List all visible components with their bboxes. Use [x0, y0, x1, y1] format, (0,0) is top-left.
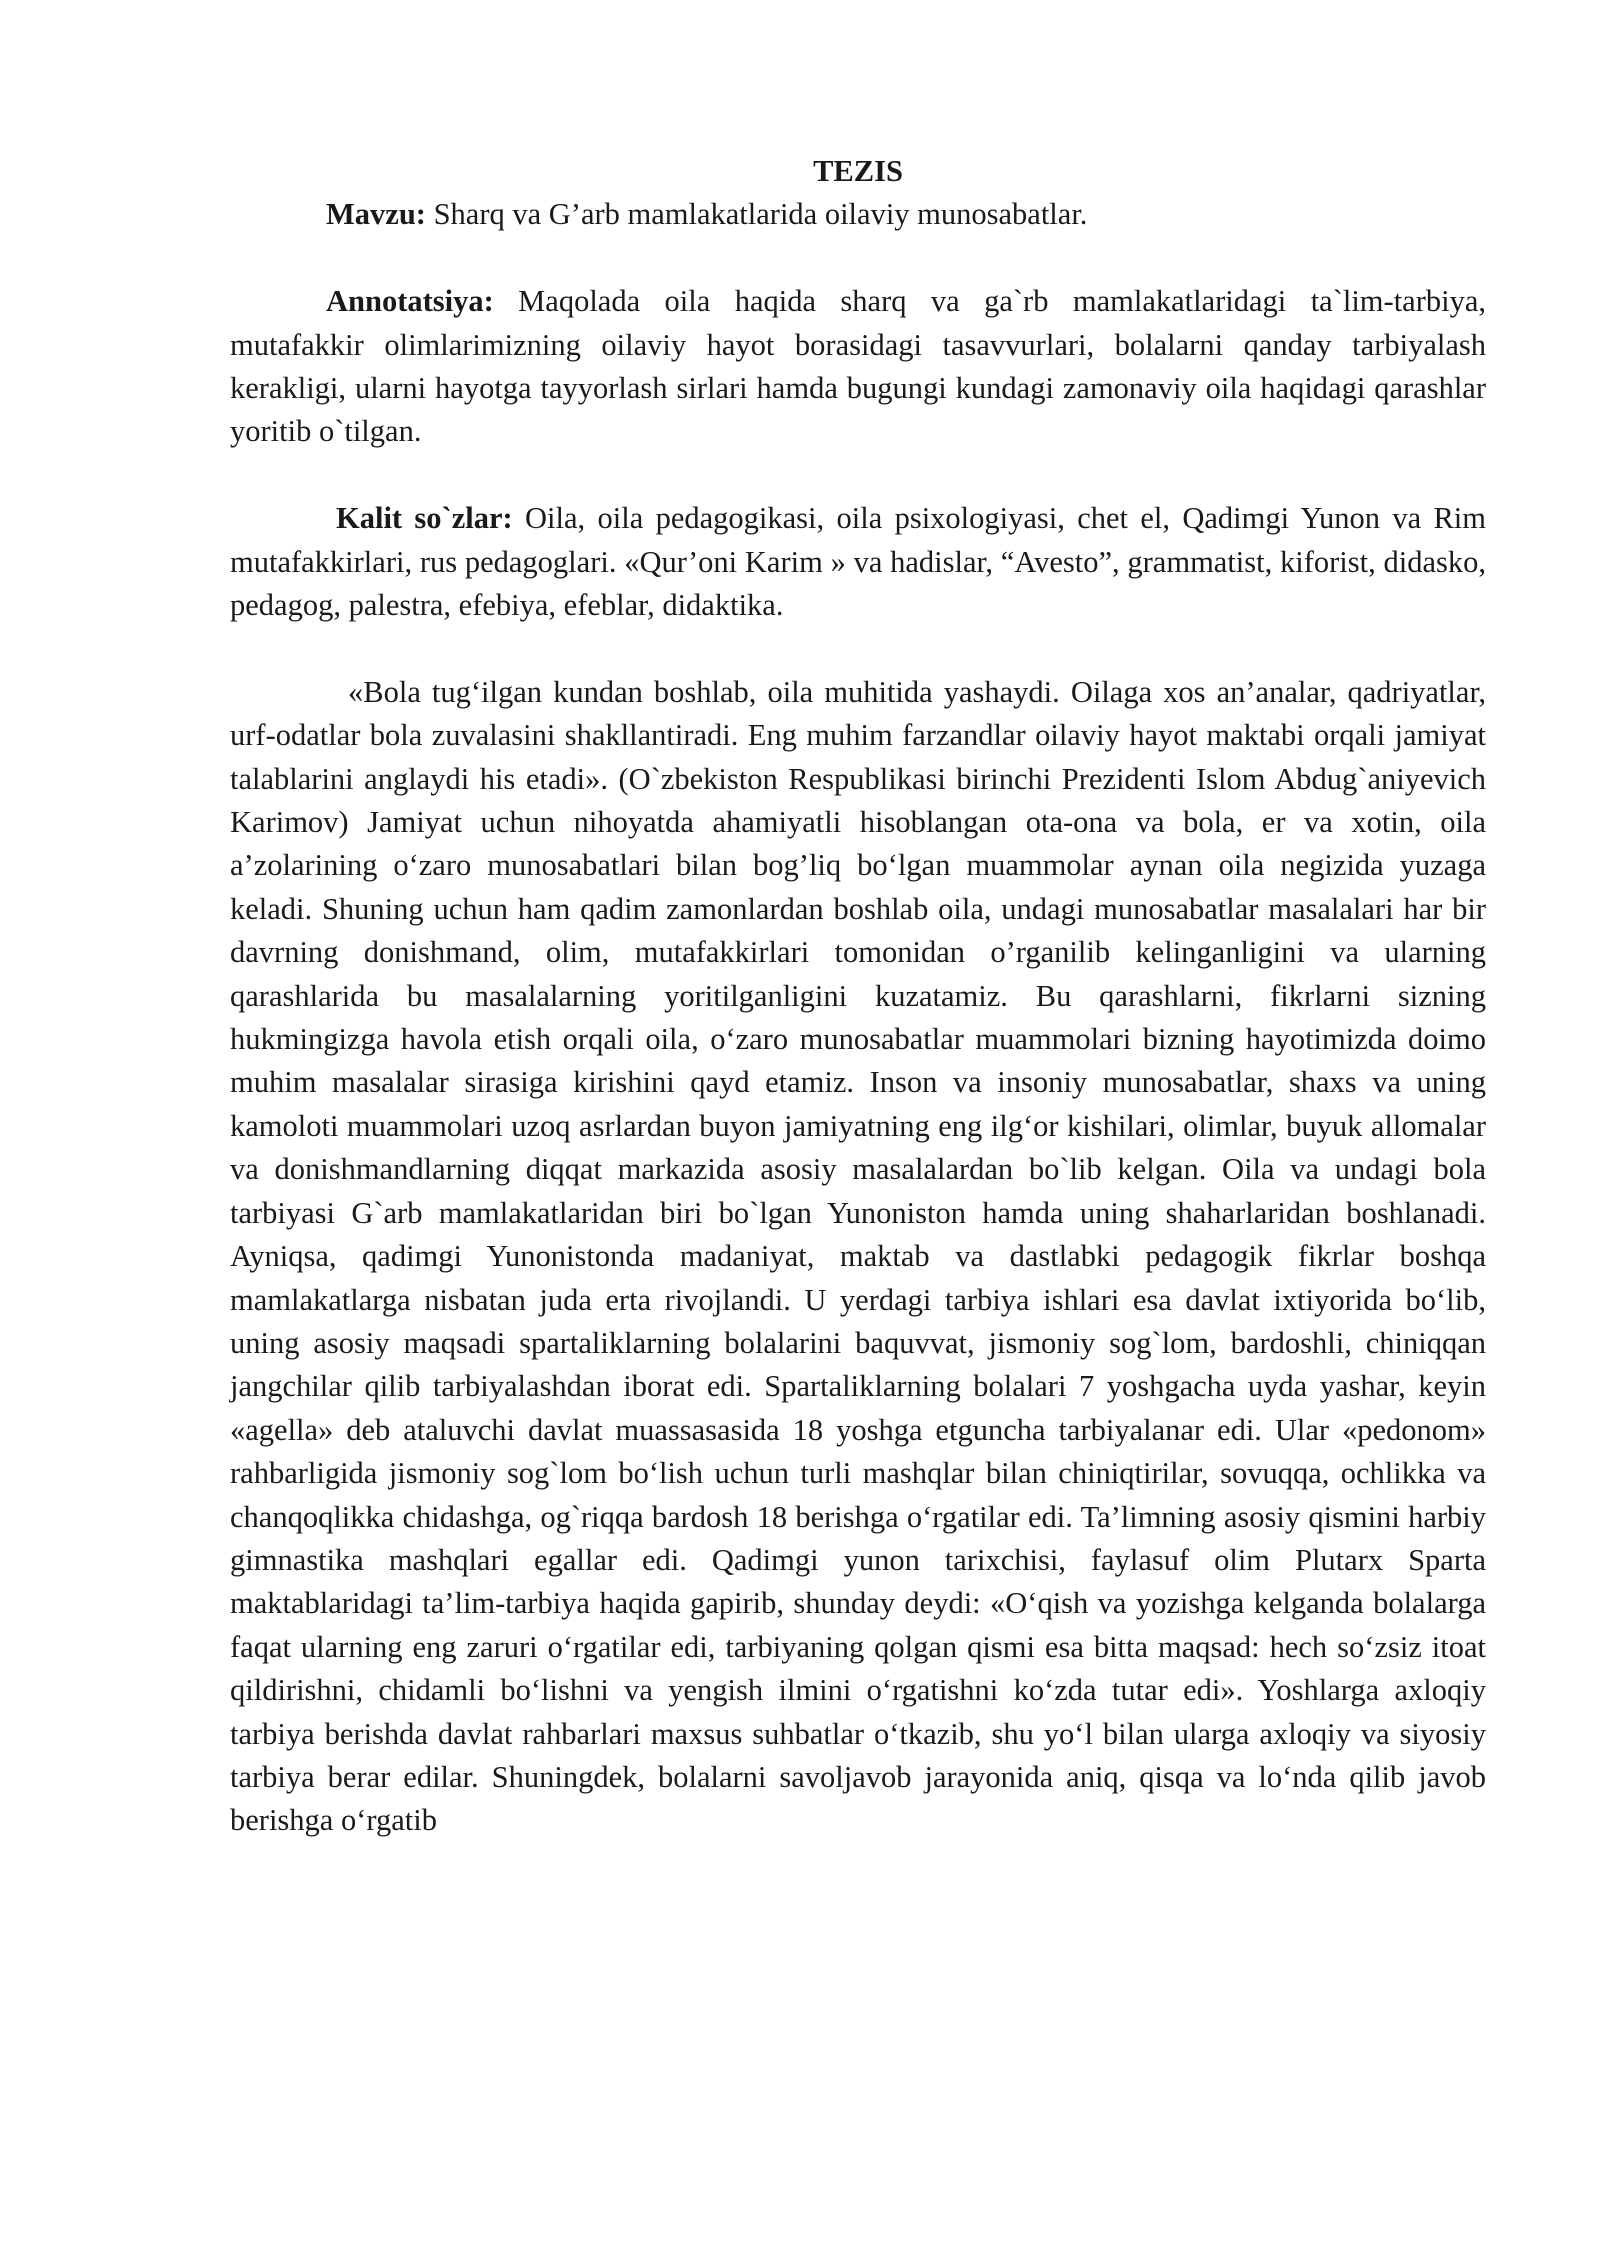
- document-page: [230, 150, 1486, 1843]
- keywords-label: Kalit so`zlar:: [336, 501, 513, 536]
- annotation-label: Annotatsiya:: [326, 284, 494, 319]
- keywords-text: Oila, oila pedagogikasi, oila psixologiyasi, chet el, Qadimgi Yunon va Rim mutafakkirlari, rus pedagoglari. «Qur’oni Karim » va hadislar, “Avesto”, grammatist, kiforist, didasko, pedagog, palestra, efebiya, efeblar, didaktika.: [230, 501, 1486, 623]
- annotation-text: Maqolada oila haqida sharq va ga`rb mamlakatlaridagi ta`lim-tarbiya, mutafakkir olimlarimizning oilaviy hayot borasidagi tasavvurlari, bolalarni qanday tarbiyalash kerakligi, ularni hayotga tayyorlash sirlari hamda bugungi kundagi zamonaviy oila haqidagi qarashlar yoritib o`tilgan.: [230, 284, 1486, 449]
- keywords-paragraph: [230, 497, 1486, 627]
- body-paragraph: «Bola tug‘ilgan kundan boshlab, oila muhitida yashaydi. Oilaga xos an’analar, qadriyatlar, urf-odatlar bola zuvalasini shakllantiradi. Eng muhim farzandlar oilaviy hayot maktabi orqali jamiyat talablarini anglaydi his etadi». (O`zbekiston Respublikasi birinchi Prezidenti Islom Abdug`aniyevich Karimov) Jamiyat uchun nihoyatda ahamiyatli hisoblangan ota-ona va bola, er va xotin, oila a’zolarining o‘zaro munosabatlari bilan bog’liq bo‘lgan muammolar aynan oila negizida yuzaga keladi. Shuning uchun ham qadim zamonlardan boshlab oila, undagi munosabatlar masalalari har bir davrning donishmand, olim, mutafakkirlari tomonidan o’rganilib kelinganligini va ularning qarashlarida bu masalalarning yoritilganligini kuzatamiz. Bu qarashlarni, fikrlarni sizning hukmingizga havola etish orqali oila, o‘zaro munosabatlar muammolari bizning hayotimizda doimo muhim masalalar sirasiga kirishini qayd etamiz. Inson va insoniy munosabatlar, shaxs va uning kamoloti muammolari uzoq asrlardan buyon jamiyatning eng ilg‘or kishilari, olimlar, buyuk allomalar va donishmandlarning diqqat markazida asosiy masalalardan bo`lib kelgan. Oila va undagi bola tarbiyasi G`arb mamlakatlaridan biri bo`lgan Yunoniston hamda uning shaharlaridan boshlanadi. Ayniqsa, qadimgi Yunonistonda madaniyat, maktab va dastlabki pedagogik fikrlar boshqa mamlakatlarga nisbatan juda erta rivojlandi. U yerdagi tarbiya ishlari esa davlat ixtiyorida bo‘lib, uning asosiy maqsadi spartaliklarning bolalarini baquvvat, jismoniy sog`lom, bardoshli, chiniqqan jangchilar qilib tarbiyalashdan iborat edi. Spartaliklarning bolalari 7 yoshgacha uyda yashar, keyin «agella» deb ataluvchi davlat muassasasida 18 yoshga etguncha tarbiyalanar edi. Ular «pedonom» rahbarligida jismoniy sog`lom bo‘lish uchun turli mashqlar bilan chiniqtirilar, sovuqqa, ochlikka va chanqoqlikka chidashga, og`riqqa bardosh 18 berishga o‘rgatilar edi. Ta’limning asosiy qismini harbiy gimnastika mashqlari egallar edi. Qadimgi yunon tarixchisi, faylasuf olim Plutarx Sparta maktablaridagi ta’lim-tarbiya haqida gapirib, shunday deydi: «O‘qish va yozishga kelganda bolalarga faqat ularning eng zaruri o‘rgatilar edi, tarbiyaning qolgan qismi esa bitta maqsad: hech so‘zsiz itoat qildirishni, chidamli bo‘lishni va yengish ilmini o‘rgatishni ko‘zda tutar edi». Yoshlarga axloqiy tarbiya berishda davlat rahbarlari maxsus suhbatlar o‘tkazib, shu yo‘l bilan ularga axloqiy va siyosiy tarbiya berar edilar. Shuningdek, bolalarni savoljavob jarayonida aniq, qisqa va lo‘nda qilib javob berishga o‘rgatib: [230, 674, 1486, 1838]
- spacer: [230, 627, 1486, 670]
- topic-line: [230, 193, 1486, 236]
- topic-text: Sharq va G’arb mamlakatlarida oilaviy munosabatlar.: [425, 197, 1088, 232]
- spacer: [230, 454, 1486, 497]
- topic-label: Mavzu:: [326, 197, 426, 232]
- spacer: [230, 237, 1486, 280]
- document-title: TEZIS: [813, 154, 903, 188]
- annotation-paragraph: [230, 280, 1486, 454]
